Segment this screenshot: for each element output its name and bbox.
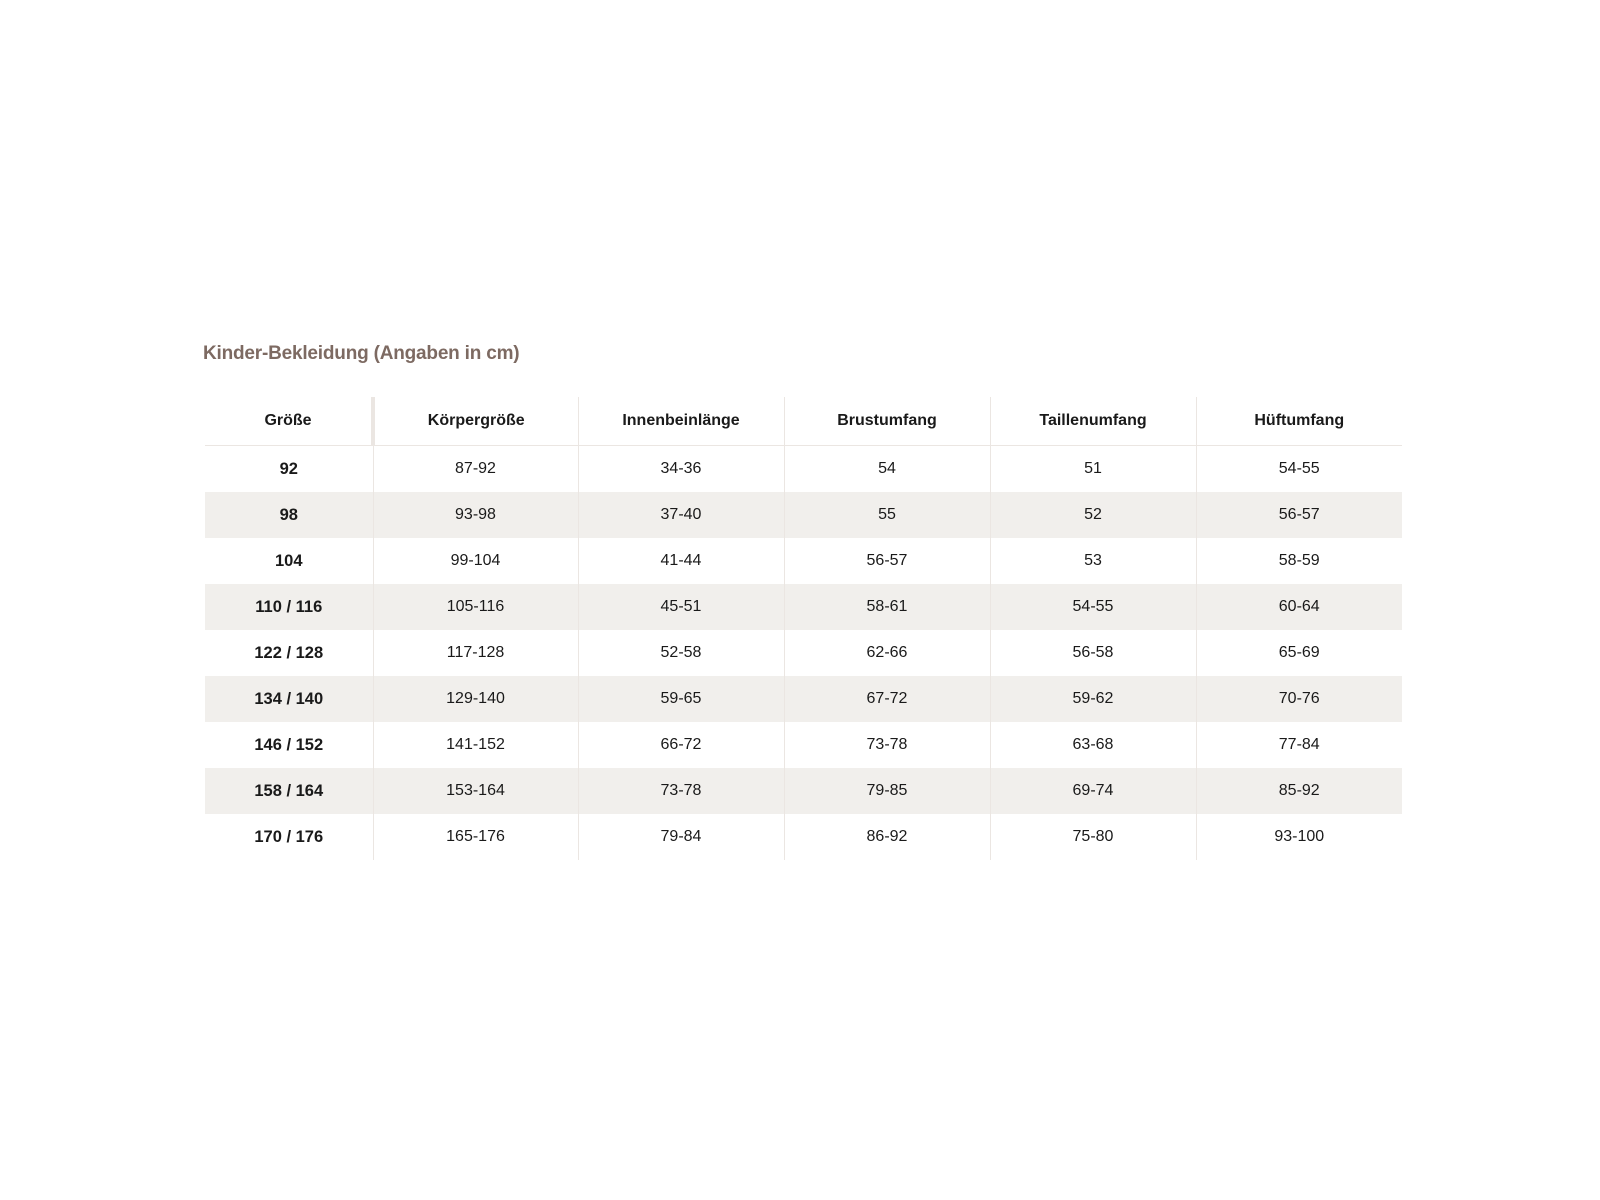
- cell-koerpergroesse: 87-92: [373, 446, 578, 493]
- header-hueftumfang: Hüftumfang: [1196, 397, 1402, 446]
- cell-koerpergroesse: 117-128: [373, 630, 578, 676]
- cell-innenbeinlaenge: 52-58: [578, 630, 784, 676]
- cell-innenbeinlaenge: 34-36: [578, 446, 784, 493]
- cell-innenbeinlaenge: 59-65: [578, 676, 784, 722]
- cell-innenbeinlaenge: 41-44: [578, 538, 784, 584]
- cell-koerpergroesse: 93-98: [373, 492, 578, 538]
- table-row: [205, 630, 1402, 676]
- cell-taillenumfang: 69-74: [990, 768, 1196, 814]
- header-brustumfang: Brustumfang: [784, 397, 990, 446]
- cell-size: 170 / 176: [205, 814, 373, 860]
- cell-brustumfang: 79-85: [784, 768, 990, 814]
- cell-taillenumfang: 52: [990, 492, 1196, 538]
- cell-brustumfang: 58-61: [784, 584, 990, 630]
- size-table: [205, 397, 1402, 860]
- cell-koerpergroesse: 141-152: [373, 722, 578, 768]
- cell-size: 110 / 116: [205, 584, 373, 630]
- cell-brustumfang: 67-72: [784, 676, 990, 722]
- cell-brustumfang: 54: [784, 446, 990, 493]
- header-groesse: Größe: [205, 397, 373, 446]
- cell-size: 134 / 140: [205, 676, 373, 722]
- table-row: [205, 768, 1402, 814]
- cell-taillenumfang: 63-68: [990, 722, 1196, 768]
- cell-size: 92: [205, 446, 373, 493]
- cell-size: 158 / 164: [205, 768, 373, 814]
- cell-hueftumfang: 93-100: [1274, 828, 1325, 845]
- cell-brustumfang: 73-78: [784, 722, 990, 768]
- cell-taillenumfang: 75-80: [990, 814, 1196, 860]
- cell-innenbeinlaenge: 45-51: [578, 584, 784, 630]
- cell-koerpergroesse: 165-176: [373, 814, 578, 860]
- cell-size: 104: [205, 538, 373, 584]
- table-row: [205, 492, 1402, 538]
- size-chart-table: [205, 397, 1402, 860]
- cell-innenbeinlaenge: 73-78: [578, 768, 784, 814]
- cell-taillenumfang: 53: [990, 538, 1196, 584]
- cell-taillenumfang: 51: [990, 446, 1196, 493]
- cell-hueftumfang: 77-84: [1278, 736, 1320, 753]
- table-header-row: [205, 397, 1402, 446]
- header-innenbeinlaenge: Innenbeinlänge: [578, 397, 784, 446]
- cell-hueftumfang: 56-57: [1196, 492, 1402, 538]
- cell-brustumfang: 86-92: [784, 814, 990, 860]
- table-row: [205, 814, 1402, 860]
- cell-hueftumfang: 54-55: [1278, 460, 1320, 477]
- cell-brustumfang: 62-66: [784, 630, 990, 676]
- cell-taillenumfang: 54-55: [990, 584, 1196, 630]
- table-row: [205, 722, 1402, 768]
- cell-hueftumfang: 65-69: [1278, 644, 1320, 661]
- cell-hueftumfang: 85-92: [1196, 768, 1402, 814]
- page-title: Kinder-Bekleidung (Angaben in cm): [203, 343, 520, 364]
- cell-brustumfang: 56-57: [784, 538, 990, 584]
- cell-koerpergroesse: 105-116: [373, 584, 578, 630]
- cell-hueftumfang: 58-59: [1278, 552, 1320, 569]
- cell-innenbeinlaenge: 37-40: [578, 492, 784, 538]
- table-row: [205, 584, 1402, 630]
- table-row: [205, 538, 1402, 584]
- cell-size: 122 / 128: [205, 630, 373, 676]
- cell-hueftumfang: 70-76: [1196, 676, 1402, 722]
- header-koerpergroesse: Körpergröße: [373, 397, 578, 446]
- cell-koerpergroesse: 153-164: [373, 768, 578, 814]
- cell-brustumfang: 55: [784, 492, 990, 538]
- cell-taillenumfang: 56-58: [990, 630, 1196, 676]
- cell-taillenumfang: 59-62: [990, 676, 1196, 722]
- cell-koerpergroesse: 129-140: [373, 676, 578, 722]
- cell-innenbeinlaenge: 79-84: [578, 814, 784, 860]
- cell-size: 98: [205, 492, 373, 538]
- cell-size: 146 / 152: [205, 722, 373, 768]
- table-row: [205, 446, 1402, 493]
- cell-hueftumfang: 60-64: [1196, 584, 1402, 630]
- cell-koerpergroesse: 99-104: [373, 538, 578, 584]
- cell-innenbeinlaenge: 66-72: [578, 722, 784, 768]
- table-row: [205, 676, 1402, 722]
- header-taillenumfang: Taillenumfang: [990, 397, 1196, 446]
